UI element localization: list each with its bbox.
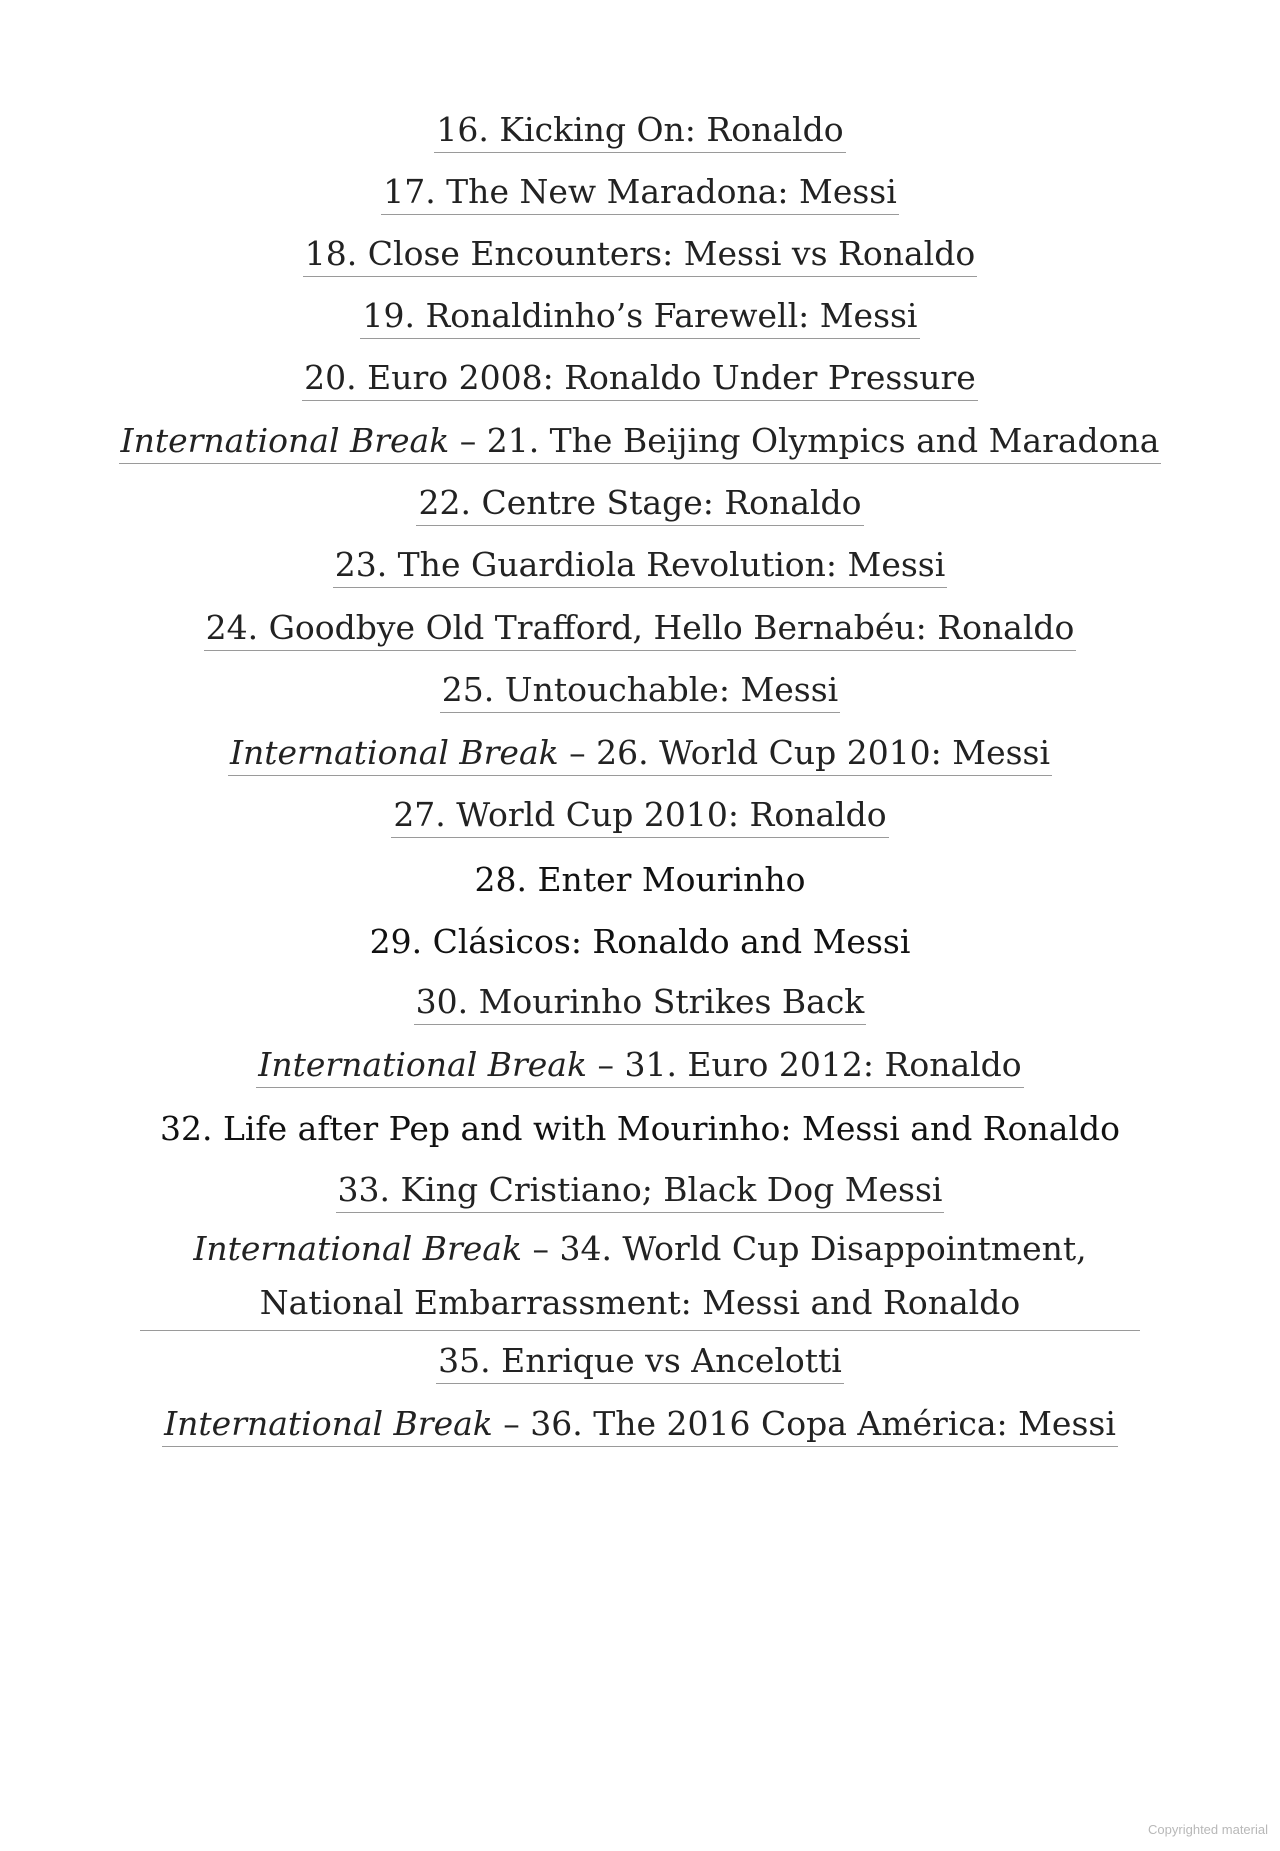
toc-entry-22[interactable] (0, 475, 1280, 530)
toc-entry-title: – 31. Euro 2012: Ronaldo (586, 1045, 1022, 1084)
toc-entry-33[interactable] (0, 1162, 1280, 1217)
toc-entry-30[interactable] (0, 974, 1280, 1029)
toc-entry-title: – 36. The 2016 Copa América: Messi (492, 1404, 1116, 1443)
toc-entry-title: 23. The Guardiola Revolution: Messi (334, 545, 946, 584)
international-break-label: International Break (120, 421, 450, 460)
toc-entry-title: 27. World Cup 2010: Ronaldo (393, 795, 887, 834)
international-break-label: International Break (164, 1404, 493, 1443)
toc-entry-20[interactable] (0, 350, 1280, 405)
toc-link[interactable] (162, 1402, 1118, 1447)
international-break-label: International Break (229, 733, 559, 772)
toc-entry-title: 33. King Cristiano; Black Dog Messi (337, 1170, 943, 1209)
toc-entry-36[interactable] (0, 1396, 1280, 1451)
toc-link[interactable] (434, 108, 845, 153)
toc-entry-32 (0, 1101, 1280, 1156)
toc-entry-title: – 26. World Cup 2010: Messi (558, 733, 1051, 772)
toc-link[interactable] (333, 543, 948, 588)
toc-entry-title: 22. Centre Stage: Ronaldo (418, 483, 862, 522)
toc-link[interactable] (414, 980, 867, 1025)
toc-entry-18[interactable] (0, 226, 1280, 281)
international-break-label: International Break (193, 1229, 522, 1268)
toc-entry-29 (0, 914, 1280, 969)
toc-entry-title: 30. Mourinho Strikes Back (415, 982, 865, 1021)
toc-entry-title: 24. Goodbye Old Trafford, Hello Bernabéu: Ronaldo (205, 608, 1075, 647)
toc-entry-28 (0, 852, 1280, 907)
toc-entry-title: – 21. The Beijing Olympics and Maradona (449, 421, 1160, 460)
toc-link[interactable] (119, 419, 1162, 464)
toc-entry-26[interactable] (0, 725, 1280, 780)
toc-entry-title: 29. Clásicos: Ronaldo and Messi (369, 922, 911, 961)
toc-entry-title: 16. Kicking On: Ronaldo (436, 110, 844, 149)
toc-entry-title: 25. Untouchable: Messi (441, 670, 839, 709)
toc-link[interactable] (204, 606, 1077, 651)
toc-link[interactable] (391, 793, 888, 838)
toc-entry-27[interactable] (0, 787, 1280, 842)
toc-entry-title: 20. Euro 2008: Ronaldo Under Pressure (304, 358, 976, 397)
toc-entry-25[interactable] (0, 662, 1280, 717)
toc-link[interactable] (140, 1222, 1140, 1331)
toc-entry-19[interactable] (0, 288, 1280, 343)
toc-entry-title: – 34. World Cup Disappointment, National Embarrassment: Messi and Ronaldo (259, 1229, 1087, 1322)
toc-link[interactable] (303, 232, 977, 277)
toc-entry-23[interactable] (0, 537, 1280, 592)
toc-entry-17[interactable] (0, 164, 1280, 219)
toc-entry-title: 32. Life after Pep and with Mourinho: Messi and Ronaldo (159, 1109, 1120, 1148)
toc-entry-title: 35. Enrique vs Ancelotti (438, 1341, 842, 1380)
toc-link[interactable] (256, 1043, 1023, 1088)
toc-link[interactable] (416, 481, 863, 526)
toc-entry-24[interactable] (0, 600, 1280, 655)
toc-link[interactable] (228, 731, 1052, 776)
toc-entry-35[interactable] (0, 1333, 1280, 1388)
toc-entry-title: 17. The New Maradona: Messi (383, 172, 897, 211)
toc-entry-34[interactable] (0, 1222, 1280, 1331)
toc-entry-title: 18. Close Encounters: Messi vs Ronaldo (304, 234, 976, 273)
toc-entry-title: 28. Enter Mourinho (474, 860, 806, 899)
toc-entry-title: 19. Ronaldinho’s Farewell: Messi (362, 296, 918, 335)
toc-link[interactable] (336, 1168, 945, 1213)
toc-entry-31[interactable] (0, 1037, 1280, 1092)
toc-link[interactable] (302, 356, 978, 401)
international-break-label: International Break (258, 1045, 587, 1084)
toc-link[interactable] (360, 294, 919, 339)
toc-entry-16[interactable] (0, 102, 1280, 157)
copyright-notice: Copyrighted material (1148, 1822, 1268, 1837)
toc-link[interactable] (440, 668, 840, 713)
toc-link[interactable] (436, 1339, 844, 1384)
toc-link[interactable] (381, 170, 899, 215)
toc-entry-21[interactable] (0, 413, 1280, 468)
